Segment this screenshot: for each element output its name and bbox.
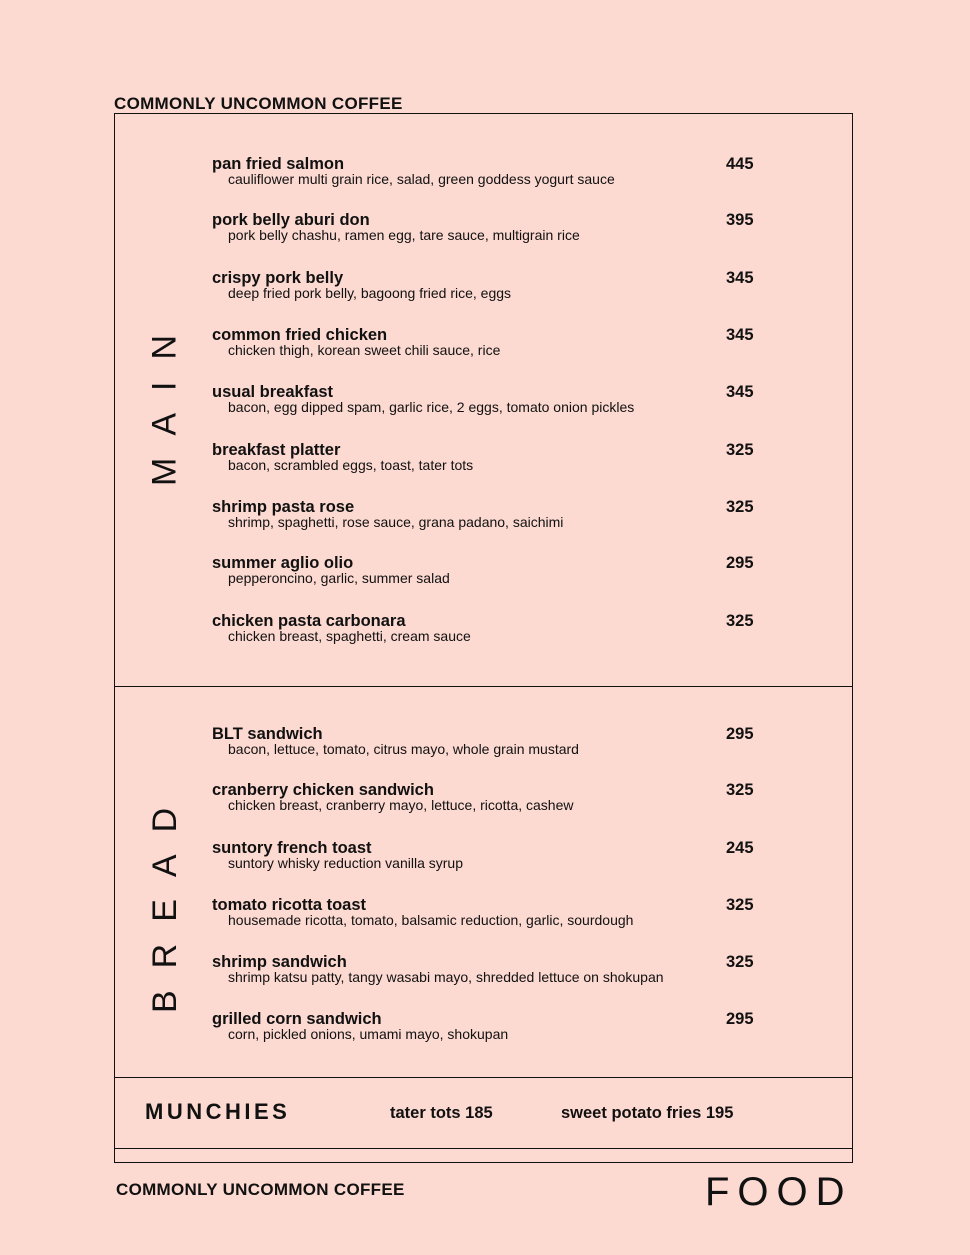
item-price: 445 <box>726 155 754 173</box>
item-description: bacon, scrambled eggs, toast, tater tots <box>228 457 474 473</box>
menu-item <box>212 613 772 644</box>
item-name: cranberry chicken sandwich <box>212 781 434 799</box>
item-price: 395 <box>726 211 754 229</box>
menu-item <box>212 726 772 757</box>
menu-item <box>212 499 772 530</box>
item-description: cauliflower multi grain rice, salad, green goddess yogurt sauce <box>228 171 615 187</box>
item-description: pepperoncino, garlic, summer salad <box>228 570 450 586</box>
item-description: shrimp katsu patty, tangy wasabi mayo, shredded lettuce on shokupan <box>228 969 664 985</box>
item-price: 325 <box>726 781 754 799</box>
menu-item <box>212 212 772 243</box>
item-price: 325 <box>726 896 754 914</box>
item-price: 245 <box>726 839 754 857</box>
munchies-item: tater tots 185 <box>390 1104 493 1122</box>
item-price: 345 <box>726 383 754 401</box>
item-name: breakfast platter <box>212 441 341 459</box>
main-section-label: MAIN <box>145 313 184 486</box>
item-description: bacon, egg dipped spam, garlic rice, 2 eggs, tomato onion pickles <box>228 399 635 415</box>
item-name: tomato ricotta toast <box>212 896 367 914</box>
item-price: 295 <box>726 1010 754 1028</box>
menu-item <box>212 782 772 813</box>
munchies-item: sweet potato fries 195 <box>561 1104 734 1122</box>
item-description: corn, pickled onions, umami mayo, shokupan <box>228 1026 509 1042</box>
menu-item <box>212 555 772 586</box>
munchies-label: MUNCHIES <box>145 1099 291 1124</box>
item-description: deep fried pork belly, bagoong fried rice, eggs <box>228 285 512 301</box>
item-name: crispy pork belly <box>212 269 344 287</box>
munchies-section <box>115 1077 852 1149</box>
item-description: chicken breast, cranberry mayo, lettuce, ricotta, cashew <box>228 797 574 813</box>
menu-item <box>212 327 772 358</box>
menu-item <box>212 156 772 187</box>
item-price: 325 <box>726 441 754 459</box>
item-description: chicken breast, spaghetti, cream sauce <box>228 628 471 644</box>
item-name: pork belly aburi don <box>212 211 370 229</box>
menu-item <box>212 442 772 473</box>
item-description: shrimp, spaghetti, rose sauce, grana padano, saichimi <box>228 514 564 530</box>
item-name: summer aglio olio <box>212 554 354 572</box>
menu-item <box>212 897 772 928</box>
item-name: suntory french toast <box>212 839 372 857</box>
item-name: BLT sandwich <box>212 725 323 743</box>
menu-item <box>212 954 772 985</box>
item-name: shrimp pasta rose <box>212 498 355 516</box>
item-price: 325 <box>726 612 754 630</box>
brand-header: COMMONLY UNCOMMON COFFEE <box>114 94 403 113</box>
menu-item <box>212 1011 772 1042</box>
brand-footer: COMMONLY UNCOMMON COFFEE <box>116 1180 405 1199</box>
item-name: chicken pasta carbonara <box>212 612 406 630</box>
item-name: usual breakfast <box>212 383 334 401</box>
menu-frame <box>114 113 853 1163</box>
item-price: 295 <box>726 554 754 572</box>
item-description: chicken thigh, korean sweet chili sauce, rice <box>228 342 501 358</box>
item-description: housemade ricotta, tomato, balsamic reduction, garlic, sourdough <box>228 912 634 928</box>
item-price: 345 <box>726 269 754 287</box>
bread-section-label: BREAD <box>146 785 184 1013</box>
item-name: shrimp sandwich <box>212 953 347 971</box>
menu-item <box>212 384 772 415</box>
page-title: FOOD <box>705 1170 853 1214</box>
item-name: common fried chicken <box>212 326 388 344</box>
main-section <box>115 114 852 687</box>
item-name: pan fried salmon <box>212 155 345 173</box>
item-description: bacon, lettuce, tomato, citrus mayo, whole grain mustard <box>228 741 579 757</box>
item-name: grilled corn sandwich <box>212 1010 382 1028</box>
item-description: pork belly chashu, ramen egg, tare sauce, multigrain rice <box>228 227 580 243</box>
bread-section <box>115 686 852 1078</box>
item-description: suntory whisky reduction vanilla syrup <box>228 855 463 871</box>
item-price: 345 <box>726 326 754 344</box>
item-price: 325 <box>726 953 754 971</box>
menu-item <box>212 840 772 871</box>
item-price: 295 <box>726 725 754 743</box>
menu-item <box>212 270 772 301</box>
item-price: 325 <box>726 498 754 516</box>
